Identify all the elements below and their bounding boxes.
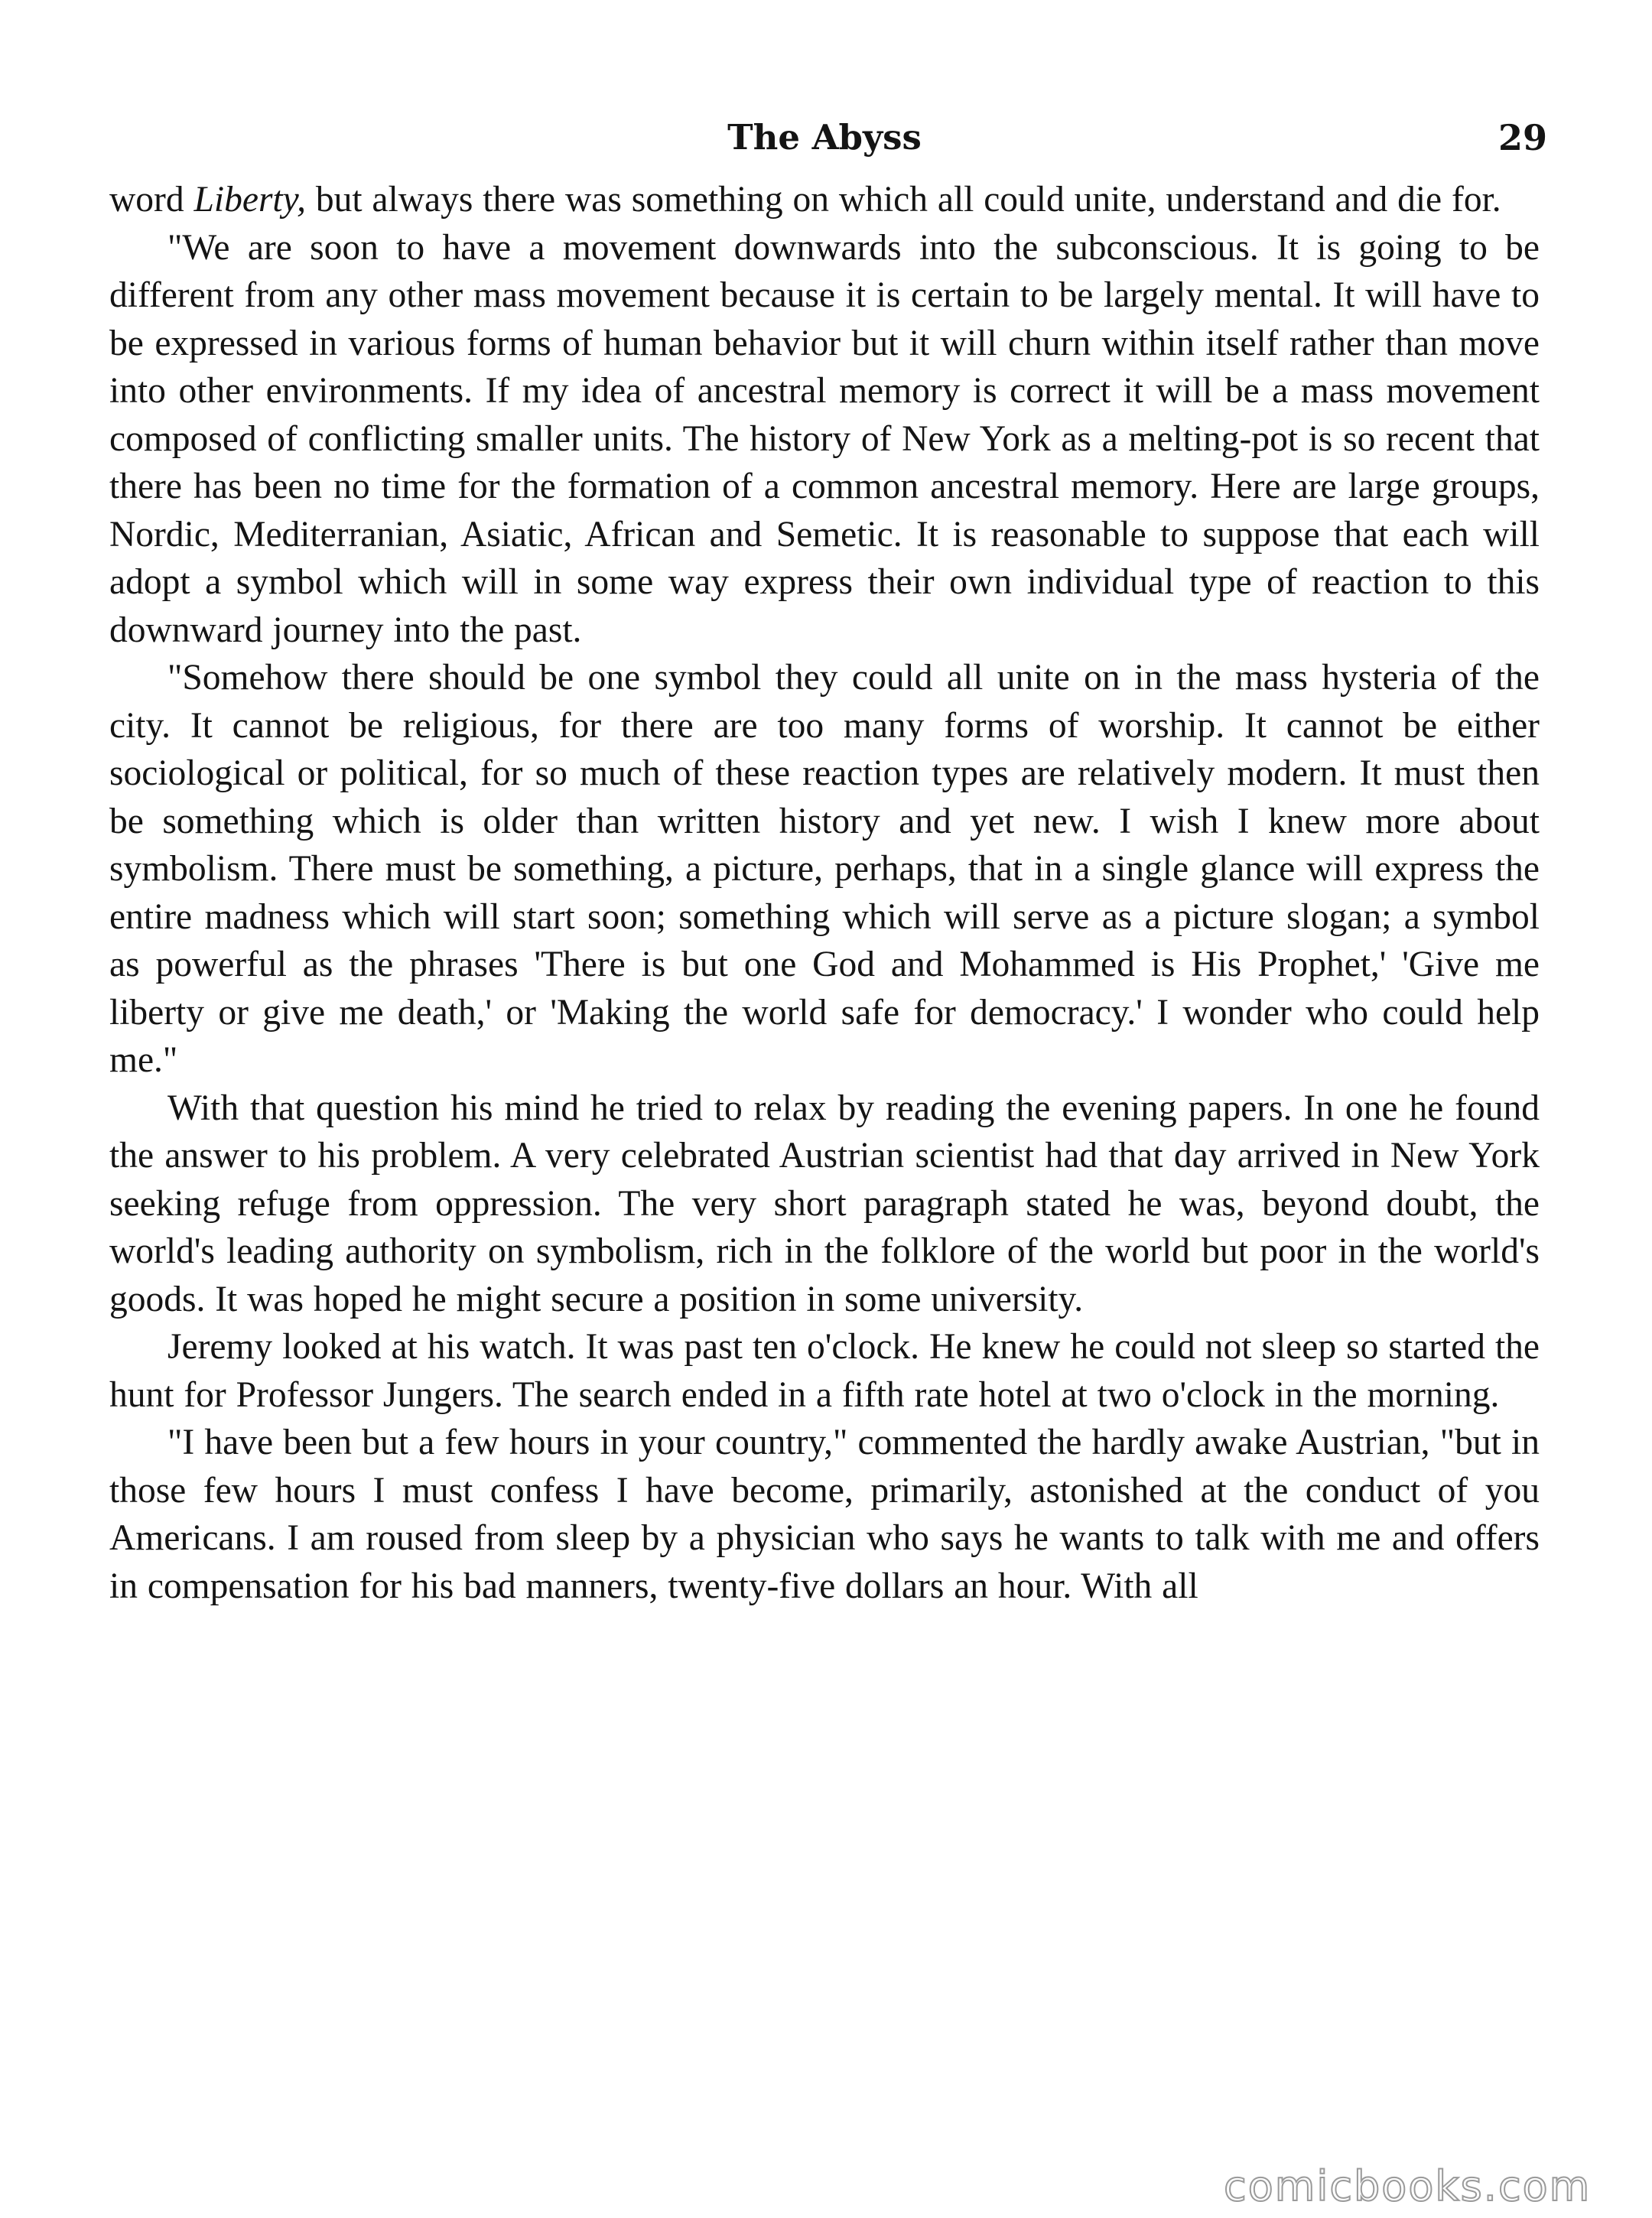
paragraph-4: With that question his mind he tried to relax by reading the evening papers. In one he found the answer to his problem. A very celebrated Austrian scientist had that day arrived in New York seeking refuge from oppression. The very short paragraph stated he was, beyond doubt, the world's leading authority on symbolism, rich in the folklore of the world but poor in the world's goods. It was hoped he might secure a position in some university. xyxy=(109,1088,1540,1319)
paragraph-1-rest: but always there was something on which all could unite, understand and die for. xyxy=(305,180,1501,220)
running-header xyxy=(109,115,1547,176)
body-text xyxy=(109,176,1540,1610)
page-number: 29 xyxy=(1498,117,1547,158)
site-watermark: comicbooks.com xyxy=(1224,2162,1592,2210)
chapter-title: The Abyss xyxy=(727,117,922,158)
paragraph-2: "We are soon to have a movement downwards into the subconscious. It is going to be different from any other mass movement because it is certain to be largely mental. It will have to be expressed in various forms of human behavior but it will churn within itself rather than move into other environments. If my idea of ancestral memory is correct it will be a mass movement composed of conflicting smaller units. The history of New York as a melting-pot is so recent that there has been no time for the formation of a common ancestral memory. Here are large groups, Nordic, Mediterranian, Asiatic, African and Semetic. It is reasonable to suppose that each will adopt a symbol which will in some way express their own individual type of reaction to this downward journey into the past. xyxy=(109,227,1540,650)
paragraph-3: "Somehow there should be one symbol they could all unite on in the mass hysteria of the city. It cannot be religious, for there are too many forms of worship. It cannot be either sociological or political, for so much of these reaction types are relatively modern. It must then be something which is older than written history and yet new. I wish I knew more about symbolism. There must be something, a picture, perhaps, that in a single glance will express the entire madness which will start soon; something which will serve as a picture slogan; a symbol as powerful as the phrases 'There is but one God and Mohammed is His Prophet,' 'Give me liberty or give me death,' or 'Making the world safe for democracy.' I wonder who could help me." xyxy=(109,658,1540,1080)
emphasized-word: Liberty, xyxy=(193,180,306,220)
paragraph-1-start: word xyxy=(109,180,194,220)
book-page xyxy=(109,115,1547,1610)
paragraph-5: Jeremy looked at his watch. It was past ten o'clock. He knew he could not sleep so started the hunt for Professor Jungers. The search ended in a fifth rate hotel at two o'clock in the morning. xyxy=(109,1327,1540,1415)
paragraph-6: "I have been but a few hours in your country," commented the hardly awake Austrian, "but in those few hours I must confess I have become, primarily, astonished at the conduct of you Americans. I am roused from sleep by a physician who says he wants to talk with me and offers in compensation for his bad manners, twenty-five dollars an hour. With all xyxy=(109,1423,1540,1606)
paragraph-1 xyxy=(109,176,1540,224)
